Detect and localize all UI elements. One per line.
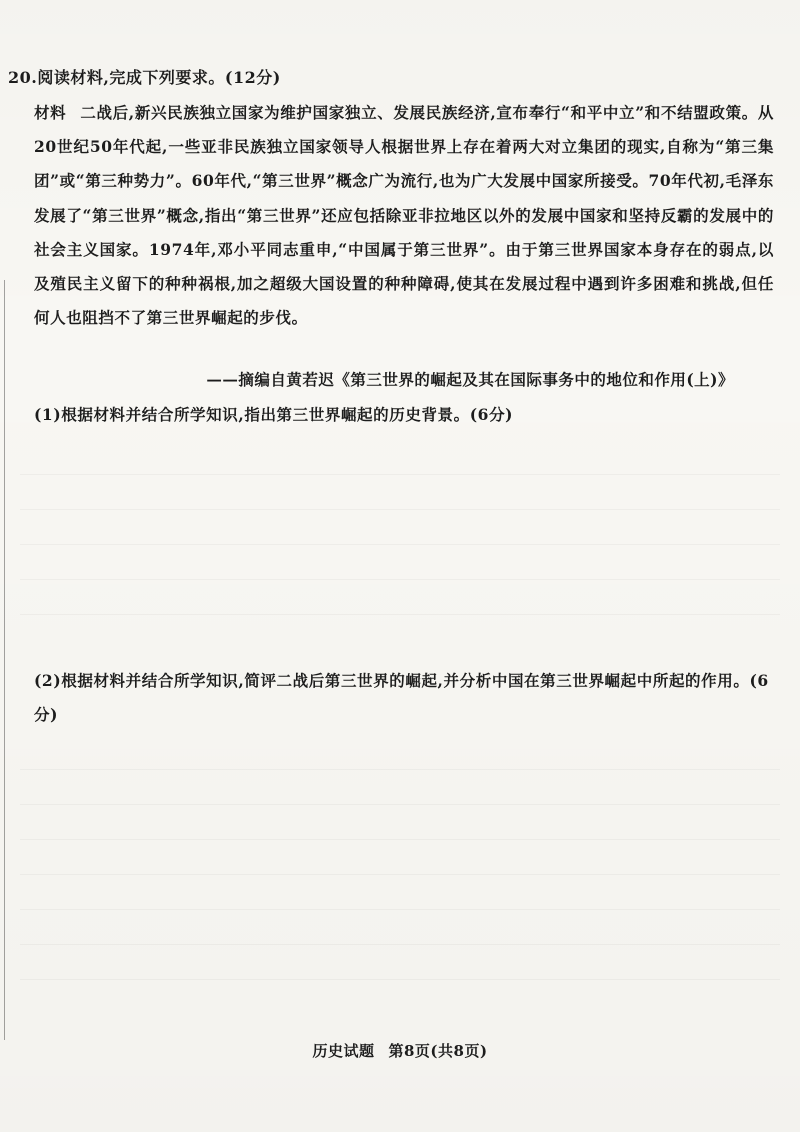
subquestion-2: (2)根据材料并结合所学知识,简评二战后第三世界的崛起,并分析中国在第三世界崛起中所起的作用。(6分): [34, 671, 769, 724]
answer-area-1: [20, 440, 780, 650]
subquestion-1: (1)根据材料并结合所学知识,指出第三世界崛起的历史背景。(6分): [34, 405, 514, 424]
answer-area-2: [20, 735, 780, 1035]
material-label: 材料: [34, 103, 67, 122]
footer-subject: 历史试题: [312, 1042, 375, 1060]
material-source: ——摘编自黄若迟《第三世界的崛起及其在国际事务中的地位和作用(上)》: [206, 370, 734, 389]
footer-page-number: 第8页(共8页): [388, 1042, 488, 1060]
question-title: 20.阅读材料,完成下列要求。(12分): [8, 68, 281, 87]
material-text: 二战后,新兴民族独立国家为维护国家独立、发展民族经济,宣布奉行“和平中立”和不结盟政策。从20世纪50年代起,一些亚非民族独立国家领导人根据世界上存在着两大对立集团的现实,自称为“第三集团”或“第三种势力”。60年代,“第三世界”概念广为流行,也为广大发展中国家所接受。70年代初,毛泽东发展了“第三世界”概念,指出“第三世界”还应包括除亚非拉地区以外的发展中国家和坚持反霸的发展中的社会主义国家。1974年,邓小平同志重申,“中国属于第三世界”。由于第三世界国家本身存在的弱点,以及殖民主义留下的种种祸根,加之超级大国设置的种种障碍,使其在发展过程中遇到许多困难和挑战,但任何人也阻挡不了第三世界崛起的步伐。: [34, 103, 774, 328]
material-passage: [34, 96, 774, 335]
page-footer: [0, 1040, 800, 1061]
page-edge-line: [4, 280, 5, 1040]
